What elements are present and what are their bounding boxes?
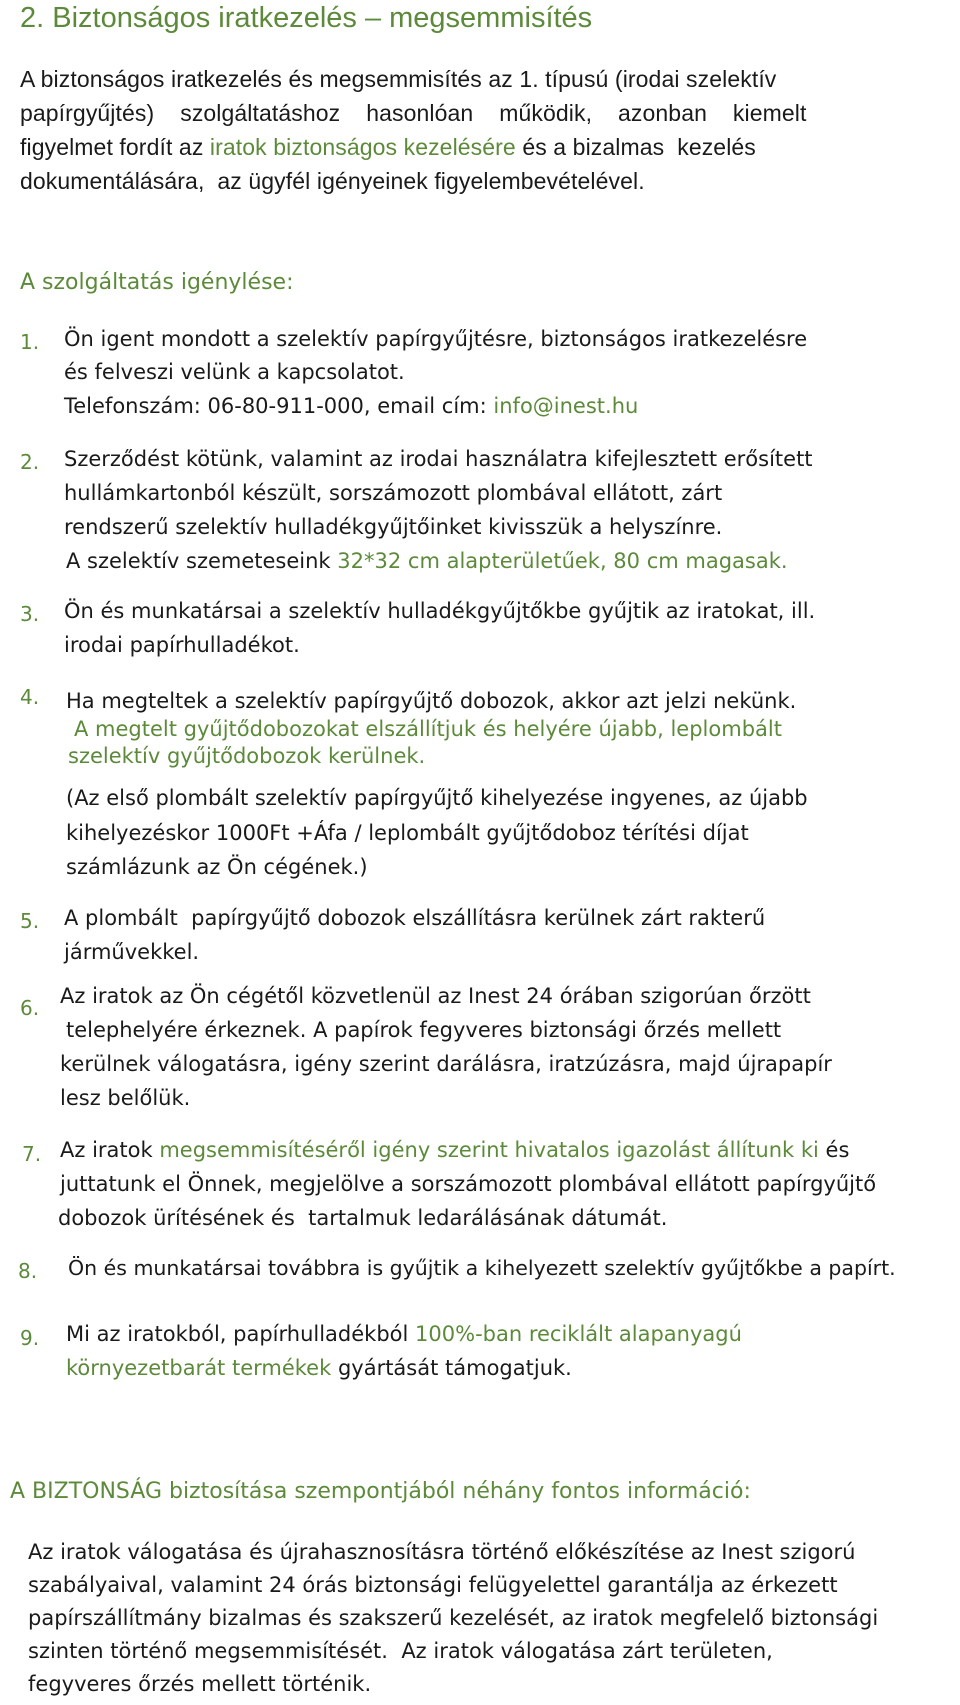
- intro-line-3-start: figyelmet fordít az: [20, 134, 210, 160]
- list-item-1-line-2: és felveszi velünk a kapcsolatot.: [64, 360, 405, 384]
- list-item-5-line-2: járművekkel.: [64, 940, 200, 964]
- security-para-line-4: szinten történő megsemmisítését. Az iratok válogatása zárt területen,: [28, 1639, 773, 1663]
- list-number-9: 9.: [20, 1326, 40, 1350]
- security-para-line-5: fegyveres őrzés mellett történik.: [28, 1672, 372, 1696]
- list-item-6-line-1: Az iratok az Ön cégétől közvetlenül az Inest 24 órában szigorúan őrzött: [60, 984, 811, 1008]
- list-number-4: 4.: [20, 685, 40, 709]
- bin-size-value: 32*32 cm alapterületűek, 80 cm magasak.: [337, 549, 788, 573]
- security-para-line-3: papírszállítmány bizalmas és szakszerű kezelését, az iratok megfelelő biztonsági: [28, 1606, 879, 1630]
- list-item-6-line-2: telephelyére érkeznek. A papírok fegyveres biztonsági őrzés mellett: [66, 1018, 782, 1042]
- list-item-7-line-3: dobozok ürítésének és tartalmuk ledarálásának dátumát.: [58, 1206, 668, 1230]
- list-number-6: 6.: [20, 996, 40, 1020]
- list-item-6-line-4: lesz belőlük.: [60, 1086, 191, 1110]
- list-item-2-line-2: hullámkartonból készült, sorszámozott plombával ellátott, zárt: [64, 481, 723, 505]
- list-item-9-end: gyártását támogatjuk.: [331, 1356, 572, 1380]
- email-link[interactable]: info@inest.hu: [493, 394, 639, 418]
- security-para-line-1: Az iratok válogatása és újrahasznosításra történő előkészítése az Inest szigorú: [28, 1540, 856, 1564]
- list-item-9-line-1: [66, 1319, 742, 1349]
- list-item-1-line-3: [64, 391, 638, 421]
- list-number-3: 3.: [20, 602, 40, 626]
- list-item-8-line-1: Ön és munkatársai továbbra is gyűjtik a kihelyezett szelektív gyűjtőkbe a papírt.: [68, 1256, 896, 1280]
- security-info-heading: A BIZTONSÁG biztosítása szempontjából néhány fontos információ:: [10, 1479, 751, 1504]
- bin-size-label: A szelektív szemeteseink: [66, 549, 338, 573]
- intro-line-2: papírgyűjtés) szolgáltatáshoz hasonlóan működik, azonban kiemelt: [20, 100, 807, 126]
- list-item-7-line-2: juttatunk el Önnek, megjelölve a sorszámozott plombával ellátott papírgyűjtő: [60, 1172, 877, 1196]
- intro-line-3: [20, 130, 756, 164]
- list-number-2: 2.: [20, 450, 40, 474]
- list-item-7-line-1: [60, 1135, 849, 1165]
- list-item-5-line-1: A plombált papírgyűjtő dobozok elszállításra kerülnek zárt rakterű: [64, 906, 766, 930]
- certificate-highlight: megsemmisítéséről igény szerint hivatalos igazolást állítunk ki: [159, 1138, 819, 1162]
- list-number-5: 5.: [20, 909, 40, 933]
- list-item-2-line-1: Szerződést kötünk, valamint az irodai használatra kifejlesztett erősített: [64, 447, 813, 471]
- intro-line-4: dokumentálására, az ügyfél igényeinek figyelembevételével.: [20, 168, 645, 194]
- list-item-4-line-6: számlázunk az Ön cégének.): [66, 855, 368, 879]
- security-para-line-2: szabályaival, valamint 24 órás biztonsági felügyelettel garantálja az érkezett: [28, 1573, 838, 1597]
- list-item-9-line-2: [66, 1353, 572, 1383]
- list-item-4-line-4: (Az első plombált szelektív papírgyűjtő kihelyezése ingyenes, az újabb: [66, 786, 808, 810]
- section-subheading: A szolgáltatás igénylése:: [20, 270, 294, 295]
- page-title: 2. Biztonságos iratkezelés – megsemmisítés: [20, 2, 593, 34]
- recycled-highlight: 100%-ban reciklált alapanyagú: [415, 1322, 742, 1346]
- phone-and-email-label: Telefonszám: 06-80-911-000, email cím:: [64, 394, 494, 418]
- intro-line-3-end: és a bizalmas kezelés: [515, 134, 756, 160]
- intro-highlight: iratok biztonságos kezelésére: [209, 134, 516, 160]
- list-number-1: 1.: [20, 330, 40, 354]
- eco-products-highlight: környezetbarát termékek: [66, 1356, 332, 1380]
- list-number-8: 8.: [18, 1259, 38, 1283]
- intro-line-1: A biztonságos iratkezelés és megsemmisítés az 1. típusú (irodai szelektív: [20, 66, 777, 92]
- list-item-7-end: és: [818, 1138, 850, 1162]
- list-item-4-line-3: szelektív gyűjtődobozok kerülnek.: [68, 744, 426, 768]
- list-item-4-line-1: Ha megteltek a szelektív papírgyűjtő dobozok, akkor azt jelzi nekünk.: [66, 689, 797, 713]
- list-item-3-line-2: irodai papírhulladékot.: [64, 633, 300, 657]
- list-item-2-line-4: [66, 546, 788, 576]
- list-item-4-line-2: A megtelt gyűjtődobozokat elszállítjuk és helyére újabb, leplombált: [74, 717, 782, 741]
- list-item-2-line-3: rendszerű szelektív hulladékgyűjtőinket kivisszük a helyszínre.: [64, 515, 723, 539]
- list-item-1-line-1: Ön igent mondott a szelektív papírgyűjtésre, biztonságos iratkezelésre: [64, 327, 808, 351]
- list-item-6-line-3: kerülnek válogatásra, igény szerint darálásra, iratzúzásra, majd újrapapír: [60, 1052, 832, 1076]
- list-item-4-line-5: kihelyezéskor 1000Ft +Áfa / leplombált gyűjtődoboz térítési díjat: [66, 821, 749, 845]
- list-item-3-line-1: Ön és munkatársai a szelektív hulladékgyűjtőkbe gyűjtik az iratokat, ill.: [64, 599, 816, 623]
- list-number-7: 7.: [22, 1142, 42, 1166]
- list-item-9-start: Mi az iratokból, papírhulladékból: [66, 1322, 416, 1346]
- list-item-7-start: Az iratok: [60, 1138, 160, 1162]
